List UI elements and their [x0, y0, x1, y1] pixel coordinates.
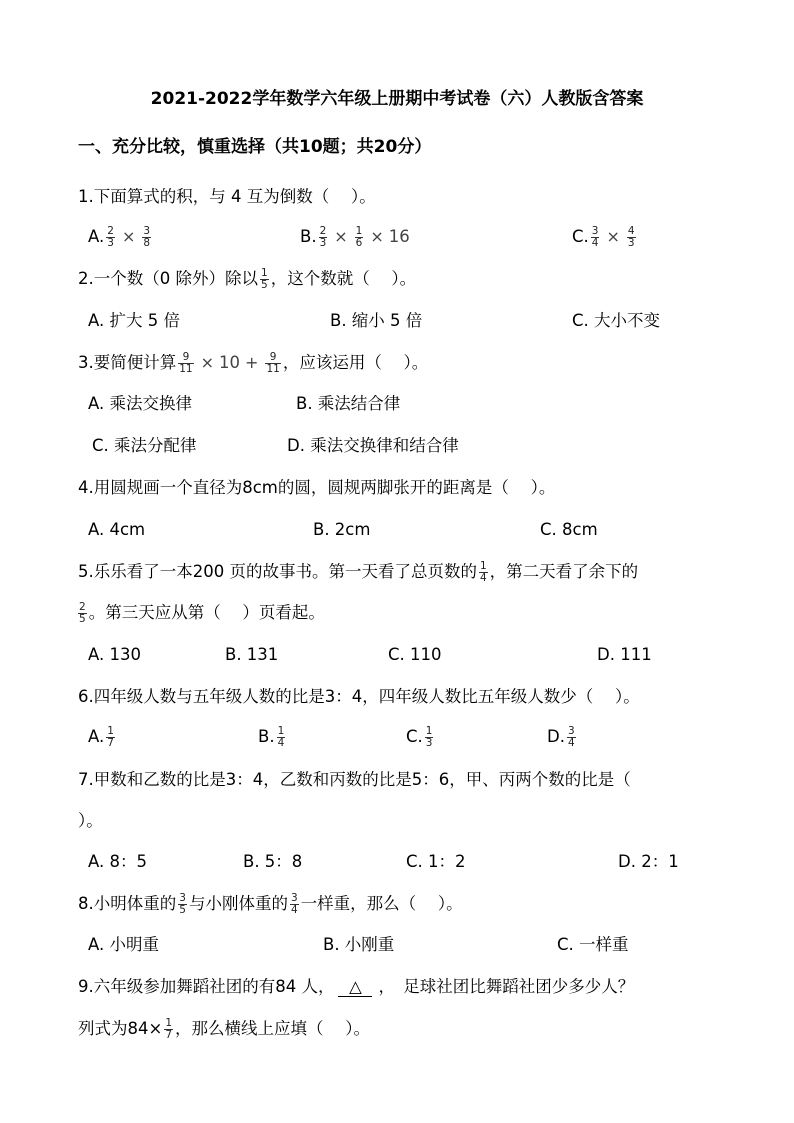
fraction: $\frac{2}{5}$ — [79, 601, 86, 625]
fraction: $\frac{3}{5}$ — [179, 892, 186, 916]
q6-option-c: C. $\frac{1}{3}$ — [406, 725, 433, 749]
fraction: $\frac{2}{3}$ — [319, 225, 327, 249]
question-5: 5.乐乐看了一本200 页的故事书。第一天看了总页数的 $\frac{1}{4}$ ，第二天看了余下的 — [78, 560, 639, 584]
fraction: $\frac{3}{8}$ — [143, 225, 151, 249]
page-title: 2021-2022学年数学六年级上册期中考试卷（六）人教版含答案 — [150, 89, 644, 109]
q7-option-a: A. 8：5 — [88, 852, 147, 871]
q5-option-b: B. 131 — [225, 645, 279, 664]
question-7-cont: ）。 — [78, 811, 103, 830]
q7-option-d: D. 2：1 — [618, 852, 679, 871]
q6-option-b: B. $\frac{1}{4}$ — [258, 725, 285, 749]
q1-option-c: C. $\frac{3}{4}$ × $\frac{4}{3}$ — [572, 225, 635, 249]
q1-option-a: A. $\frac{2}{3}$ × $\frac{3}{8}$ — [88, 225, 151, 249]
q2-option-a: A. 扩大 5 倍 — [88, 311, 180, 330]
q8-option-b: B. 小刚重 — [323, 935, 395, 954]
fraction: $\frac{9}{11}$ — [266, 351, 280, 375]
fraction: $\frac{4}{3}$ — [627, 225, 635, 249]
fraction: $\frac{1}{7}$ — [165, 1017, 173, 1041]
answer-blank: △ — [338, 978, 372, 997]
q6-option-a: A. $\frac{1}{7}$ — [88, 725, 114, 749]
fraction: $\frac{1}{4}$ — [479, 560, 487, 584]
question-9: 9.六年级参加舞蹈社团的有84 人， △ ， 足球社团比舞蹈社团少多少人？ — [78, 977, 635, 996]
question-2: 2.一个数（0 除外）除以 $\frac{1}{5}$ ，这个数就（ ）。 — [78, 267, 417, 291]
q3-option-a: A. 乘法交换律 — [88, 394, 192, 413]
fraction: $\frac{1}{5}$ — [261, 267, 268, 291]
question-3: 3.要简便计算 $\frac{9}{11}$ × 10 + $\frac{9}{11}$ ，应该运用（ ）。 — [78, 351, 429, 375]
fraction: $\frac{3}{4}$ — [591, 225, 599, 249]
question-1: 1.下面算式的积，与 4 互为倒数（ ）。 — [78, 187, 376, 206]
q5-option-a: A. 130 — [88, 645, 141, 664]
fraction: $\frac{1}{3}$ — [425, 725, 433, 749]
q8-option-a: A. 小明重 — [88, 935, 159, 954]
fraction: $\frac{1}{6}$ — [355, 225, 363, 249]
question-5-cont: $\frac{2}{5}$ 。第三天应从第（ ）页看起。 — [79, 601, 325, 625]
q7-option-c: C. 1：2 — [406, 852, 466, 871]
q4-option-c: C. 8cm — [540, 520, 598, 539]
question-8: 8.小明体重的 $\frac{3}{5}$ 与小刚体重的 $\frac{3}{4}$ 一样重，那么（ ）。 — [78, 892, 463, 916]
q4-option-b: B. 2cm — [313, 520, 371, 539]
fraction: $\frac{1}{4}$ — [277, 725, 285, 749]
question-7: 7.甲数和乙数的比是3：4，乙数和丙数的比是5：6，甲、丙两个数的比是（ — [78, 770, 631, 789]
q3-option-d: D. 乘法交换律和结合律 — [287, 436, 459, 455]
q2-option-c: C. 大小不变 — [572, 311, 661, 330]
q5-option-c: C. 110 — [388, 645, 442, 664]
question-9-cont: 列式为84× $\frac{1}{7}$ ，那么横线上应填（ ）。 — [78, 1017, 371, 1041]
q1-option-b: B. $\frac{2}{3}$ × $\frac{1}{6}$ × 16 — [300, 225, 410, 249]
q6-option-d: D. $\frac{3}{4}$ — [547, 725, 575, 749]
q2-option-b: B. 缩小 5 倍 — [330, 311, 423, 330]
fraction: $\frac{2}{3}$ — [107, 225, 114, 249]
q3-option-c: C. 乘法分配律 — [92, 436, 197, 455]
q4-option-a: A. 4cm — [88, 520, 146, 539]
q5-option-d: D. 111 — [597, 645, 652, 664]
q7-option-b: B. 5：8 — [243, 852, 303, 871]
section-heading: 一、充分比较，慎重选择（共10题；共20分） — [78, 137, 432, 157]
fraction: $\frac{9}{11}$ — [179, 351, 193, 375]
question-4: 4.用圆规画一个直径为8cm的圆，圆规两脚张开的距离是（ ）。 — [78, 478, 556, 497]
fraction: $\frac{3}{4}$ — [290, 892, 298, 916]
fraction: $\frac{1}{7}$ — [107, 725, 114, 749]
fraction: $\frac{3}{4}$ — [567, 725, 575, 749]
q3-option-b: B. 乘法结合律 — [296, 394, 401, 413]
question-6: 6.四年级人数与五年级人数的比是3：4，四年级人数比五年级人数少（ ）。 — [78, 687, 640, 706]
q8-option-c: C. 一样重 — [557, 935, 629, 954]
